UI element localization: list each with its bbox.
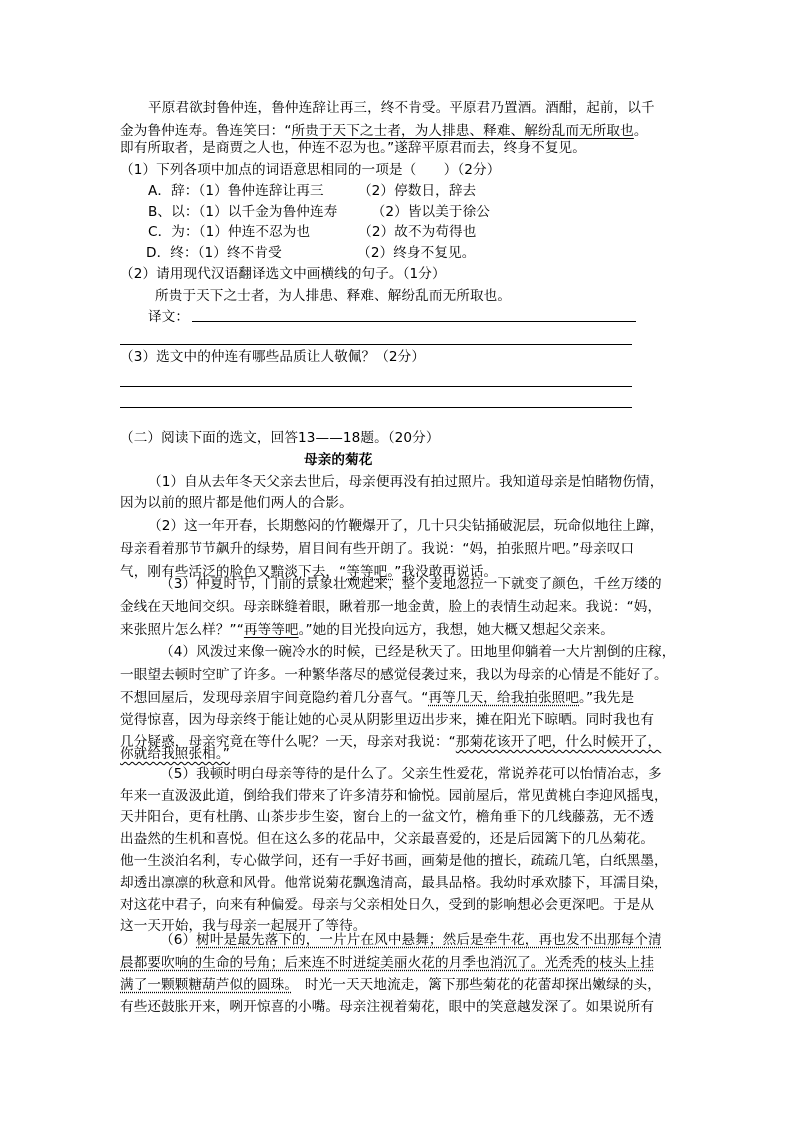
- text-segment: （4）风泼过来像一碗冷水的时候，已经是秋天了。田地里仰躺着一大片割倒的庄稼，: [160, 644, 676, 660]
- article-line: [120, 787, 668, 805]
- text-segment: 天井阳台，更有杜鹃、山茶步步生姿，窗台上的一盆文竹，檐角垂下的几线藤荔，无不透: [120, 809, 655, 825]
- answer-line[interactable]: [120, 344, 632, 345]
- text-segment: 。: [633, 123, 648, 139]
- text-segment: ”我没敢再说话。: [394, 564, 498, 580]
- text-segment: 平原君欲封鲁仲连，鲁仲连辞让再三，终不肯受。平原君乃置酒。酒酣，起前，以千: [148, 100, 655, 116]
- article-line: [120, 830, 654, 848]
- text-segment: 不想回屋后，发现母亲眉宇间竟隐约着几分喜气。“: [120, 690, 429, 706]
- text-segment: 。”她的目光投向远方，我想，她大概又想起父亲来。: [298, 622, 614, 638]
- answer-line[interactable]: [120, 386, 632, 387]
- text-segment: 觉得惊喜，因为母亲终于能让她的心灵从阴影里迈出步来，摊在阳光下晾晒。同时我也有: [120, 712, 655, 728]
- article-line: [120, 598, 661, 616]
- text-segment: B、以：（1）以千金为鲁仲连寿 （2）皆以美于徐公: [148, 204, 490, 220]
- text-segment: 一眼望去顿时空旷了许多。一种繁华落尽的感觉侵袭过来，我以为母亲的心情是不能好了。: [120, 667, 668, 683]
- article-line: [120, 852, 668, 870]
- article-line: [148, 473, 663, 491]
- text-segment: 金为鲁仲连寿。鲁连笑曰：“: [120, 123, 292, 139]
- text-segment: 译文：: [148, 309, 190, 325]
- text-segment: 。”我先是: [579, 690, 635, 706]
- article-line: [120, 954, 654, 972]
- underlined-text: 那菊花该开了吧，什么时候开了，: [455, 734, 662, 750]
- question-line: [148, 223, 476, 241]
- text-segment: 对这花中君子，向来有种偏爱。母亲与父亲相处日久，受到的影响想必会更深吧。于是从: [120, 897, 655, 913]
- text-segment: 母亲看着那节节飙升的绿势，眉目间有些开朗了。我说：“妈，拍张照片吧。”母亲叹口: [120, 541, 635, 557]
- answer-line[interactable]: [120, 407, 632, 408]
- text-segment: 出盎然的生机和喜悦。但在这么多的花品中，父亲最喜爱的，还是后园篱下的几丛菊花。: [120, 831, 655, 847]
- translation-answer-line[interactable]: [192, 321, 636, 322]
- article-line: [148, 517, 663, 535]
- text-segment: 他一生淡泊名利，专心做学问，还有一手好书画，画菊是他的擅长，疏疏几笔，白纸黑墨，: [120, 853, 668, 869]
- question-line: [148, 203, 490, 221]
- text-segment: （2）这一年开春，长期憋闷的竹鞭爆开了，几十只尖钻捅破泥层，玩命似地往上蹿，: [148, 518, 664, 534]
- article-line: [120, 621, 614, 639]
- text-segment: 所贵于天下之士者，为人排患、释难、解纷乱而无所取也。: [155, 288, 512, 304]
- article-line: [160, 765, 662, 783]
- text-segment: 有些还鼓胀开来，咧开惊喜的小嘴。母亲注视着菊花，眼中的笑意越发深了。如果说所有: [120, 999, 655, 1015]
- text-segment: 却透出凛凛的秋意和风骨。他常说菊花飘逸清高，最具品格。我幼时承欢膝下，耳濡目染，: [120, 875, 668, 891]
- text-segment: 来张照片怎么样？”“: [120, 622, 244, 638]
- article-line: [160, 643, 675, 661]
- underlined-text: 晨都要吹响的生命的号角；后来连不时迸绽美丽火花的月季也消沉了。光秃秃的枝头上挂: [120, 955, 655, 971]
- underlined-text: 满了一颗颗糖葫芦似的圆珠。: [120, 977, 292, 993]
- text-segment: （2）请用现代汉语翻译选文中画横线的句子。（1分）: [120, 266, 446, 282]
- text-segment: 气，刚有些活泛的脸色又黯淡下去，“: [120, 564, 347, 580]
- article-line: [120, 874, 668, 892]
- section-heading: （二）阅读下面的选文，回答13——18题。（20分）: [120, 430, 440, 446]
- question-line: [155, 287, 511, 305]
- article-line: [120, 689, 634, 707]
- text-segment: （6）: [160, 932, 197, 948]
- underlined-text: 你就给我照张相。”: [120, 746, 230, 762]
- underlined-text: 再等等吧: [243, 622, 299, 638]
- text-segment: 金线在天地间交织。母亲眯缝着眼，瞅着那一地金黄，脸上的表情生动起来。我说：“妈，: [120, 599, 662, 615]
- article-line: [120, 666, 668, 684]
- question-line: [120, 348, 425, 366]
- text-segment: （1）下列各项中加点的词语意思相同的一项是（ ）（2分）: [120, 162, 501, 178]
- question-line: [120, 161, 500, 179]
- text-segment: 即有所取者，是商贾之人也，仲连不忍为也。”遂辞平原君而去，终身不复见。: [120, 140, 586, 156]
- underlined-text: 再等几天，给我拍张照吧: [428, 690, 580, 706]
- question-line: [148, 308, 189, 326]
- article-line: [120, 808, 654, 826]
- text-segment: 因为以前的照片都是他们两人的合影。: [120, 495, 353, 511]
- text-segment: 时光一天天地流走，篱下那些菊花的花蕾却探出嫩绿的头，: [291, 977, 661, 993]
- article-line: [120, 976, 661, 994]
- text-segment: 这一天开始，我与母亲一起展开了等待。: [120, 918, 367, 934]
- article-line: [120, 745, 230, 763]
- text-segment: A．辞：（1）鲁仲连辞让再三 （2）停数日，辞去: [148, 183, 477, 199]
- article-line: [120, 896, 654, 914]
- underlined-text: 树叶是最先落下的，一片片在风中悬舞；然后是牵牛花，再也发不出那每个清: [196, 932, 662, 948]
- underlined-text: 等等吧。: [346, 564, 395, 580]
- text-segment: （1）自从去年冬天父亲去世后，母亲便再没有拍过照片。我知道母亲是怕睹物伤情，: [148, 474, 664, 490]
- classical-passage-line: [120, 122, 648, 140]
- article-line: [120, 540, 634, 558]
- article-title: 母亲的菊花: [304, 452, 373, 468]
- text-segment: （5）我顿时明白母亲等待的是什么了。父亲生性爱花，常说养花可以怡情冶志，多: [160, 766, 662, 782]
- classical-passage-line: [120, 139, 586, 157]
- text-segment: 几分疑惑，母亲究竟在等什么呢？一天，母亲对我说：“: [120, 734, 456, 750]
- article-line: [120, 711, 654, 729]
- text-segment: （3）仲夏时节，门前的景象壮观起来，整个麦地忽拉一下就变了颜色，千丝万缕的: [160, 576, 662, 592]
- text-segment: C．为：（1）仲连不忍为也 （2）故不为苟得也: [148, 224, 477, 240]
- article-line: [160, 931, 662, 949]
- underlined-text: 所贵于天下之士者，为人排患、释难、解纷乱而无所取也: [291, 123, 634, 139]
- question-line: [120, 265, 446, 283]
- article-line: [160, 575, 662, 593]
- question-line: [146, 244, 475, 262]
- classical-passage-line: [148, 99, 655, 117]
- article-line: [120, 494, 353, 512]
- article-line: [120, 998, 654, 1016]
- text-segment: 年来一直汲汲此道，倒给我们带来了许多清芬和愉悦。园前屋后，常见黄桃白李迎风摇曳，: [120, 788, 668, 804]
- text-segment: （3）选文中的仲连有哪些品质让人敬佩？（2分）: [120, 349, 426, 365]
- text-segment: D．终：（1）终不肯受 （2）终身不复见。: [146, 245, 476, 261]
- question-line: [148, 182, 476, 200]
